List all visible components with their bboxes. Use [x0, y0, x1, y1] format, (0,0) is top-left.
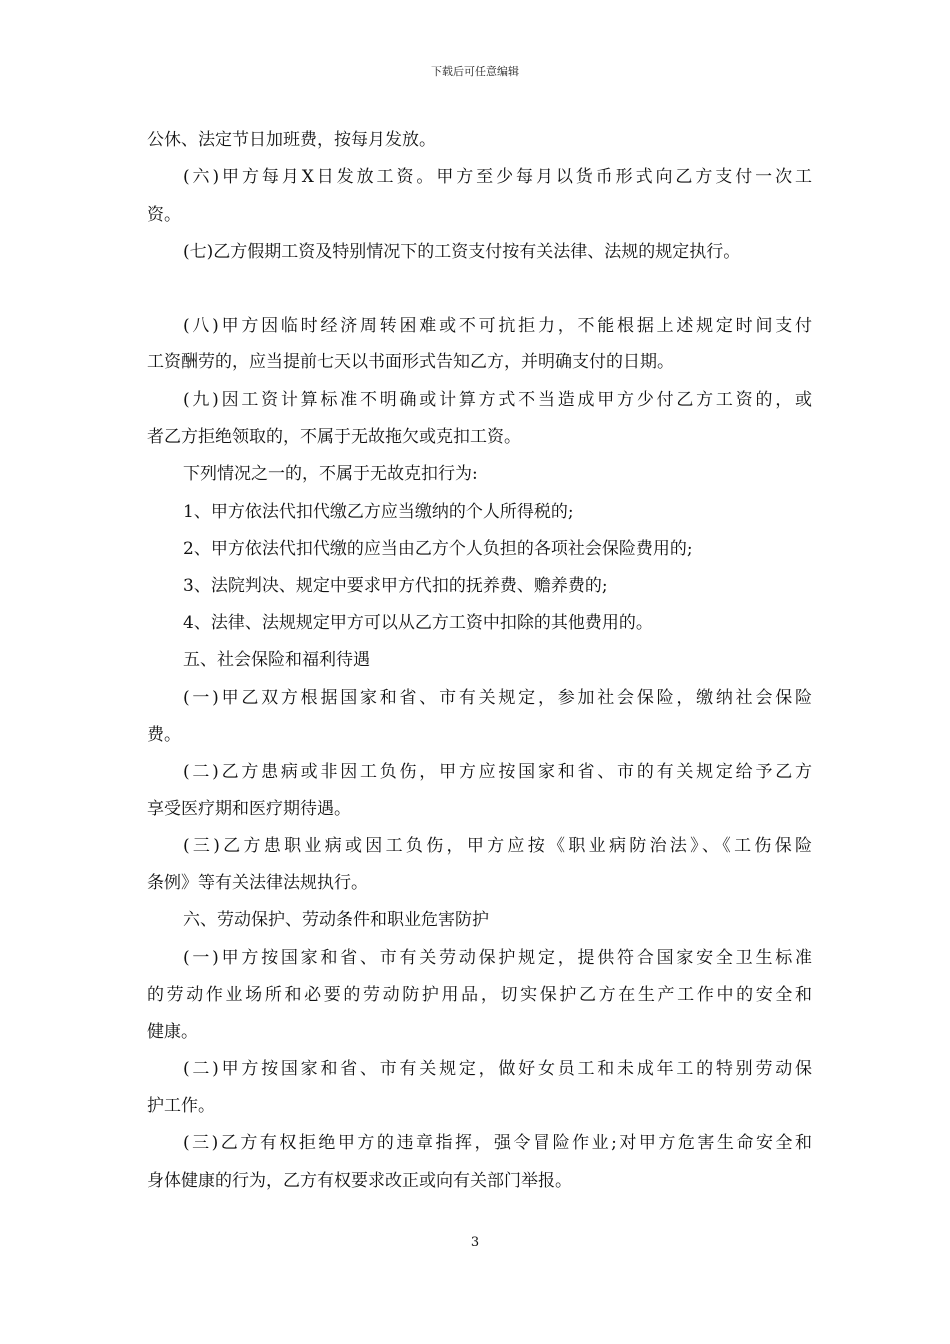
- paragraph-line: 的劳动作业场所和必要的劳动防护用品，切实保护乙方在生产工作中的安全和: [147, 985, 812, 1005]
- paragraph-line: (三)乙方患职业病或因工负伤，甲方应按《职业病防治法》、《工伤保险: [183, 836, 812, 856]
- section-heading: 五、社会保险和福利待遇: [183, 650, 370, 670]
- paragraph-line: 公休、法定节日加班费，按每月发放。: [147, 130, 436, 150]
- paragraph-line: (二)甲方按国家和省、市有关规定，做好女员工和未成年工的特别劳动保: [183, 1059, 812, 1079]
- paragraph-line: (七)乙方假期工资及特别情况下的工资支付按有关法律、法规的规定执行。: [183, 242, 741, 262]
- page-number: 3: [470, 1235, 480, 1250]
- paragraph-line: 享受医疗期和医疗期待遇。: [147, 799, 351, 819]
- list-item: 1、甲方依法代扣代缴乙方应当缴纳的个人所得税的;: [183, 502, 574, 522]
- paragraph-line: 工资酬劳的，应当提前七天以书面形式告知乙方，并明确支付的日期。: [147, 352, 674, 372]
- paragraph-line: (二)乙方患病或非因工负伤，甲方应按国家和省、市的有关规定给予乙方: [183, 762, 812, 782]
- paragraph-line: (九)因工资计算标准不明确或计算方式不当造成甲方少付乙方工资的，或: [183, 390, 812, 410]
- paragraph-line: 资。: [147, 205, 181, 225]
- paragraph-line: (八)甲方因临时经济周转困难或不可抗拒力，不能根据上述规定时间支付: [183, 316, 812, 336]
- list-item: 3、法院判决、规定中要求甲方代扣的抚养费、赡养费的;: [183, 576, 608, 596]
- paragraph-line: (六)甲方每月X日发放工资。甲方至少每月以货币形式向乙方支付一次工: [183, 167, 812, 187]
- section-heading: 六、劳动保护、劳动条件和职业危害防护: [183, 910, 489, 930]
- paragraph-line: 身体健康的行为，乙方有权要求改正或向有关部门举报。: [147, 1171, 572, 1191]
- paragraph-line: 条例》等有关法律法规执行。: [147, 873, 368, 893]
- paragraph-line: (三)乙方有权拒绝甲方的违章指挥，强令冒险作业;对甲方危害生命安全和: [183, 1133, 812, 1153]
- paragraph-line: 护工作。: [147, 1096, 215, 1116]
- paragraph-line: 费。: [147, 725, 181, 745]
- page-header: 下载后可任意编辑: [431, 65, 519, 78]
- paragraph-line: 者乙方拒绝领取的，不属于无故拖欠或克扣工资。: [147, 427, 521, 447]
- paragraph-line: (一)甲乙双方根据国家和省、市有关规定，参加社会保险，缴纳社会保险: [183, 688, 812, 708]
- list-item: 2、甲方依法代扣代缴的应当由乙方个人负担的各项社会保险费用的;: [183, 539, 693, 559]
- list-item: 4、法律、法规规定甲方可以从乙方工资中扣除的其他费用的。: [183, 613, 653, 633]
- paragraph-line: (一)甲方按国家和省、市有关劳动保护规定，提供符合国家安全卫生标准: [183, 948, 812, 968]
- paragraph-line: 下列情况之一的，不属于无故克扣行为:: [183, 464, 478, 484]
- paragraph-line: 健康。: [147, 1022, 198, 1042]
